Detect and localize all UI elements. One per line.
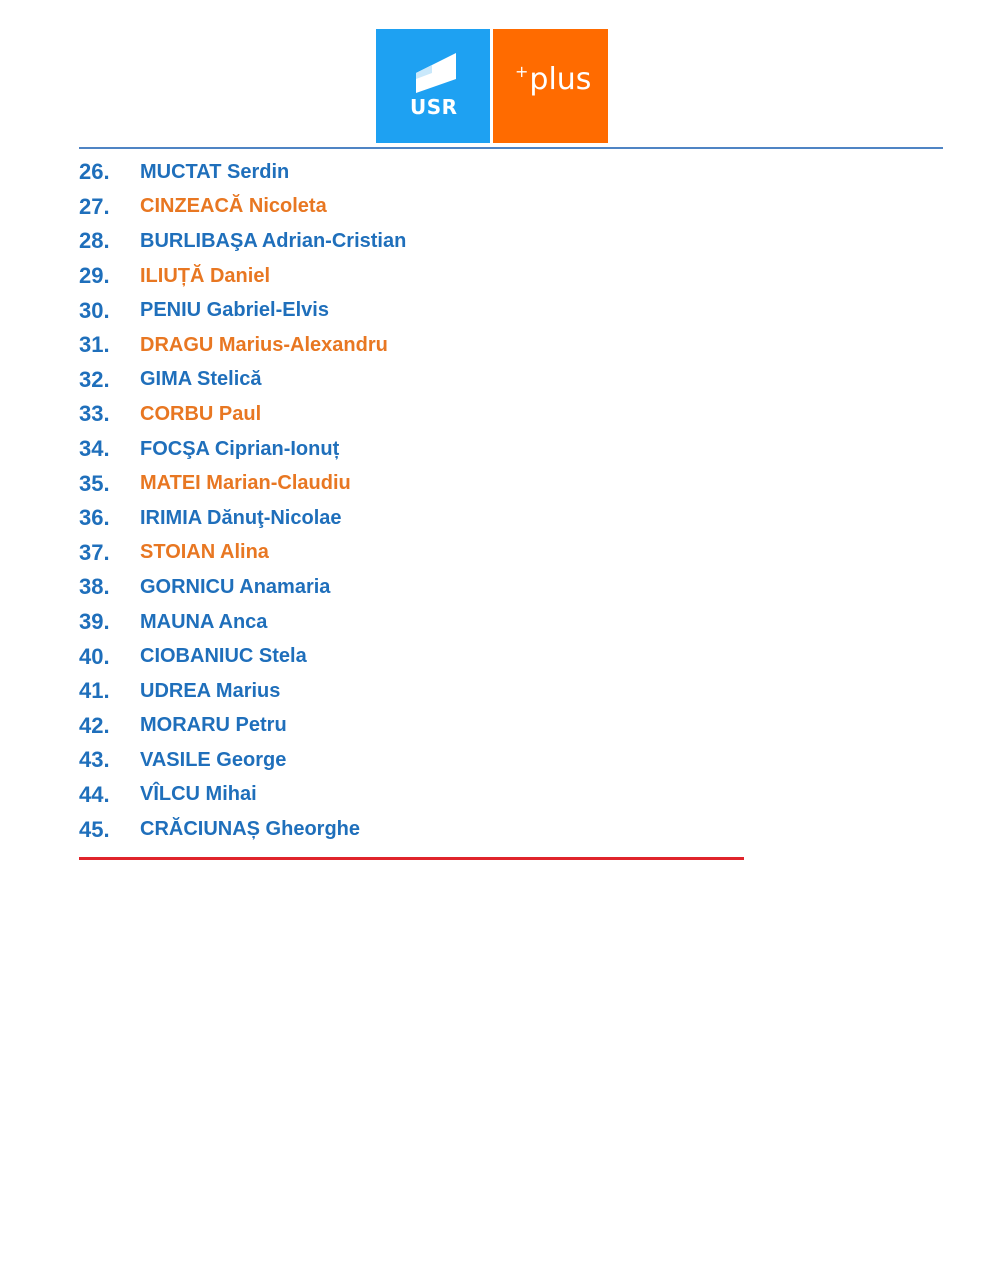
candidate-name: GORNICU Anamaria	[140, 575, 331, 598]
list-item	[79, 639, 779, 674]
plus-logo-block	[493, 29, 608, 143]
list-item	[79, 536, 779, 571]
candidate-name: CORBU Paul	[140, 402, 262, 425]
list-item	[79, 293, 779, 328]
candidate-number: 35.	[79, 470, 110, 496]
candidate-number: 31.	[79, 332, 110, 358]
candidate-name: STOIAN Alina	[140, 541, 269, 564]
candidate-name: MAUNA Anca	[140, 610, 268, 633]
usr-logo-text: USR	[410, 95, 458, 119]
list-item	[79, 190, 779, 225]
list-item	[79, 709, 779, 744]
candidate-name: CRĂCIUNAȘ Gheorghe	[140, 818, 361, 841]
list-item	[79, 778, 779, 813]
candidate-name: VASILE George	[140, 748, 287, 771]
candidate-number: 39.	[79, 609, 110, 635]
list-item	[79, 812, 779, 847]
candidate-name: BURLIBAŞA Adrian-Cristian	[140, 229, 407, 252]
usr-flag-icon	[376, 29, 490, 143]
list-item	[79, 570, 779, 605]
list-item	[79, 363, 779, 398]
list-item	[79, 155, 779, 190]
candidate-number: 34.	[79, 436, 110, 462]
candidate-name: MUCTAT Serdin	[140, 160, 290, 183]
candidate-name: VÎLCU Mihai	[140, 783, 257, 806]
candidate-name: IRIMIA Dănuţ-Nicolae	[140, 506, 342, 529]
candidate-number: 41.	[79, 678, 110, 704]
list-item	[79, 397, 779, 432]
candidate-name: CIOBANIUC Stela	[140, 645, 307, 668]
candidate-name: CINZEACĂ Nicoleta	[140, 195, 327, 218]
top-divider	[79, 147, 943, 149]
candidate-name: MATEI Marian-Claudiu	[140, 472, 351, 495]
candidate-number: 29.	[79, 263, 110, 289]
candidate-name: DRAGU Marius-Alexandru	[140, 333, 388, 356]
candidate-number: 32.	[79, 366, 110, 392]
candidate-number: 33.	[79, 401, 110, 427]
list-item	[79, 432, 779, 467]
candidate-number: 44.	[79, 781, 110, 807]
list-item	[79, 328, 779, 363]
candidate-number: 37.	[79, 539, 110, 565]
candidate-number: 36.	[79, 505, 110, 531]
list-item	[79, 501, 779, 536]
plus-word: plus	[529, 62, 592, 97]
plus-logo-text	[515, 62, 592, 99]
candidate-number: 45.	[79, 816, 110, 842]
candidate-number: 28.	[79, 228, 110, 254]
list-item	[79, 224, 779, 259]
candidate-number: 27.	[79, 193, 110, 219]
candidate-number: 40.	[79, 643, 110, 669]
candidate-name: UDREA Marius	[140, 679, 281, 702]
candidate-name: MORARU Petru	[140, 714, 287, 737]
candidate-list	[79, 155, 779, 847]
bottom-divider	[79, 857, 744, 860]
plus-sign: +	[515, 62, 529, 81]
candidate-number: 43.	[79, 747, 110, 773]
candidate-name: FOCŞA Ciprian-Ionuț	[140, 437, 340, 460]
candidate-name: PENIU Gabriel-Elvis	[140, 299, 329, 322]
candidate-name: GIMA Stelică	[140, 368, 262, 391]
candidate-number: 42.	[79, 712, 110, 738]
candidate-number: 26.	[79, 159, 110, 185]
list-item	[79, 466, 779, 501]
candidate-number: 38.	[79, 574, 110, 600]
candidate-name: ILIUȚĂ Daniel	[140, 264, 271, 287]
list-item	[79, 743, 779, 778]
list-item	[79, 259, 779, 294]
usr-plus-logo	[376, 29, 608, 143]
usr-logo-block	[376, 29, 490, 143]
list-item	[79, 605, 779, 640]
list-item	[79, 674, 779, 709]
candidate-number: 30.	[79, 297, 110, 323]
